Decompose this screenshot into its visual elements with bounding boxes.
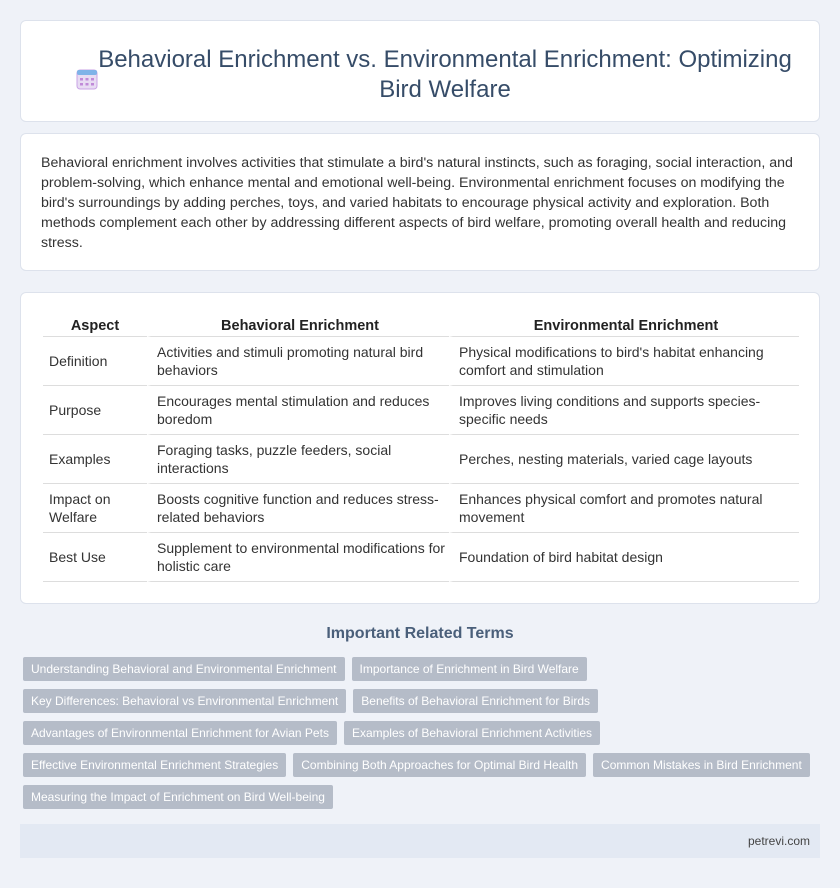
related-term-tag[interactable]: Key Differences: Behavioral vs Environmental Enrichment: [23, 689, 346, 713]
related-term-tag[interactable]: Understanding Behavioral and Environmental Enrichment: [23, 657, 345, 681]
cell-behavioral: Activities and stimuli promoting natural bird behaviors: [147, 337, 449, 386]
table-row: [43, 337, 799, 386]
related-term-tag[interactable]: Effective Environmental Enrichment Strategies: [23, 753, 286, 777]
cell-aspect: Definition: [43, 337, 147, 386]
tag-row: [23, 657, 823, 681]
related-term-tag[interactable]: Importance of Enrichment in Bird Welfare: [352, 657, 587, 681]
intro-card: [20, 133, 820, 271]
cell-aspect: Purpose: [43, 386, 147, 435]
footer: [20, 824, 820, 858]
related-term-tag[interactable]: Common Mistakes in Bird Enrichment: [593, 753, 810, 777]
related-term-tag[interactable]: Examples of Behavioral Enrichment Activities: [344, 721, 600, 745]
table-row: [43, 484, 799, 533]
tag-row: [23, 689, 823, 713]
table-row: [43, 533, 799, 582]
intro-paragraph: Behavioral enrichment involves activities that stimulate a bird's natural instincts, such as foraging, social interaction, and problem-solving, which enhance mental and emotional well-being. Environmental enrichment focuses on modifying the bird's surroundings by adding perches, toys, and varied habitats to encourage physical activity and exploration. Both methods complement each other by addressing different aspects of bird welfare, promoting overall health and reducing stress.: [41, 155, 793, 251]
comparison-table: [43, 313, 799, 582]
table-header-row: [43, 313, 799, 337]
cell-behavioral: Encourages mental stimulation and reduces boredom: [147, 386, 449, 435]
cell-behavioral: Supplement to environmental modifications for holistic care: [147, 533, 449, 582]
tag-row: [23, 753, 823, 777]
cell-environmental: Enhances physical comfort and promotes natural movement: [449, 484, 799, 533]
title-card: [20, 20, 820, 122]
related-term-tag[interactable]: Measuring the Impact of Enrichment on Bird Well-being: [23, 785, 333, 809]
related-terms-list: [23, 657, 823, 817]
cell-aspect: Best Use: [43, 533, 147, 582]
cell-environmental: Improves living conditions and supports species-specific needs: [449, 386, 799, 435]
header-behavioral: Behavioral Enrichment: [147, 313, 449, 337]
header-aspect: Aspect: [43, 313, 147, 337]
cell-environmental: Foundation of bird habitat design: [449, 533, 799, 582]
cell-behavioral: Boosts cognitive function and reduces stress-related behaviors: [147, 484, 449, 533]
related-terms-title: Important Related Terms: [326, 625, 514, 642]
cell-aspect: Examples: [43, 435, 147, 484]
related-term-tag[interactable]: Advantages of Environmental Enrichment for Avian Pets: [23, 721, 337, 745]
table-row: [43, 435, 799, 484]
related-term-tag[interactable]: Combining Both Approaches for Optimal Bird Health: [293, 753, 586, 777]
footer-site-link[interactable]: petrevi.com: [747, 834, 810, 848]
page-title: Behavioral Enrichment vs. Environmental Enrichment: Optimizing Bird Welfare: [98, 46, 792, 103]
table-row: [43, 386, 799, 435]
cell-behavioral: Foraging tasks, puzzle feeders, social interactions: [147, 435, 449, 484]
cell-aspect: Impact on Welfare: [43, 484, 147, 533]
cell-environmental: Physical modifications to bird's habitat enhancing comfort and stimulation: [449, 337, 799, 386]
tag-row: [23, 721, 823, 745]
cell-environmental: Perches, nesting materials, varied cage layouts: [449, 435, 799, 484]
related-term-tag[interactable]: Benefits of Behavioral Enrichment for Birds: [353, 689, 598, 713]
comparison-card: [20, 292, 820, 604]
tag-row: [23, 785, 823, 809]
header-environmental: Environmental Enrichment: [449, 313, 799, 337]
